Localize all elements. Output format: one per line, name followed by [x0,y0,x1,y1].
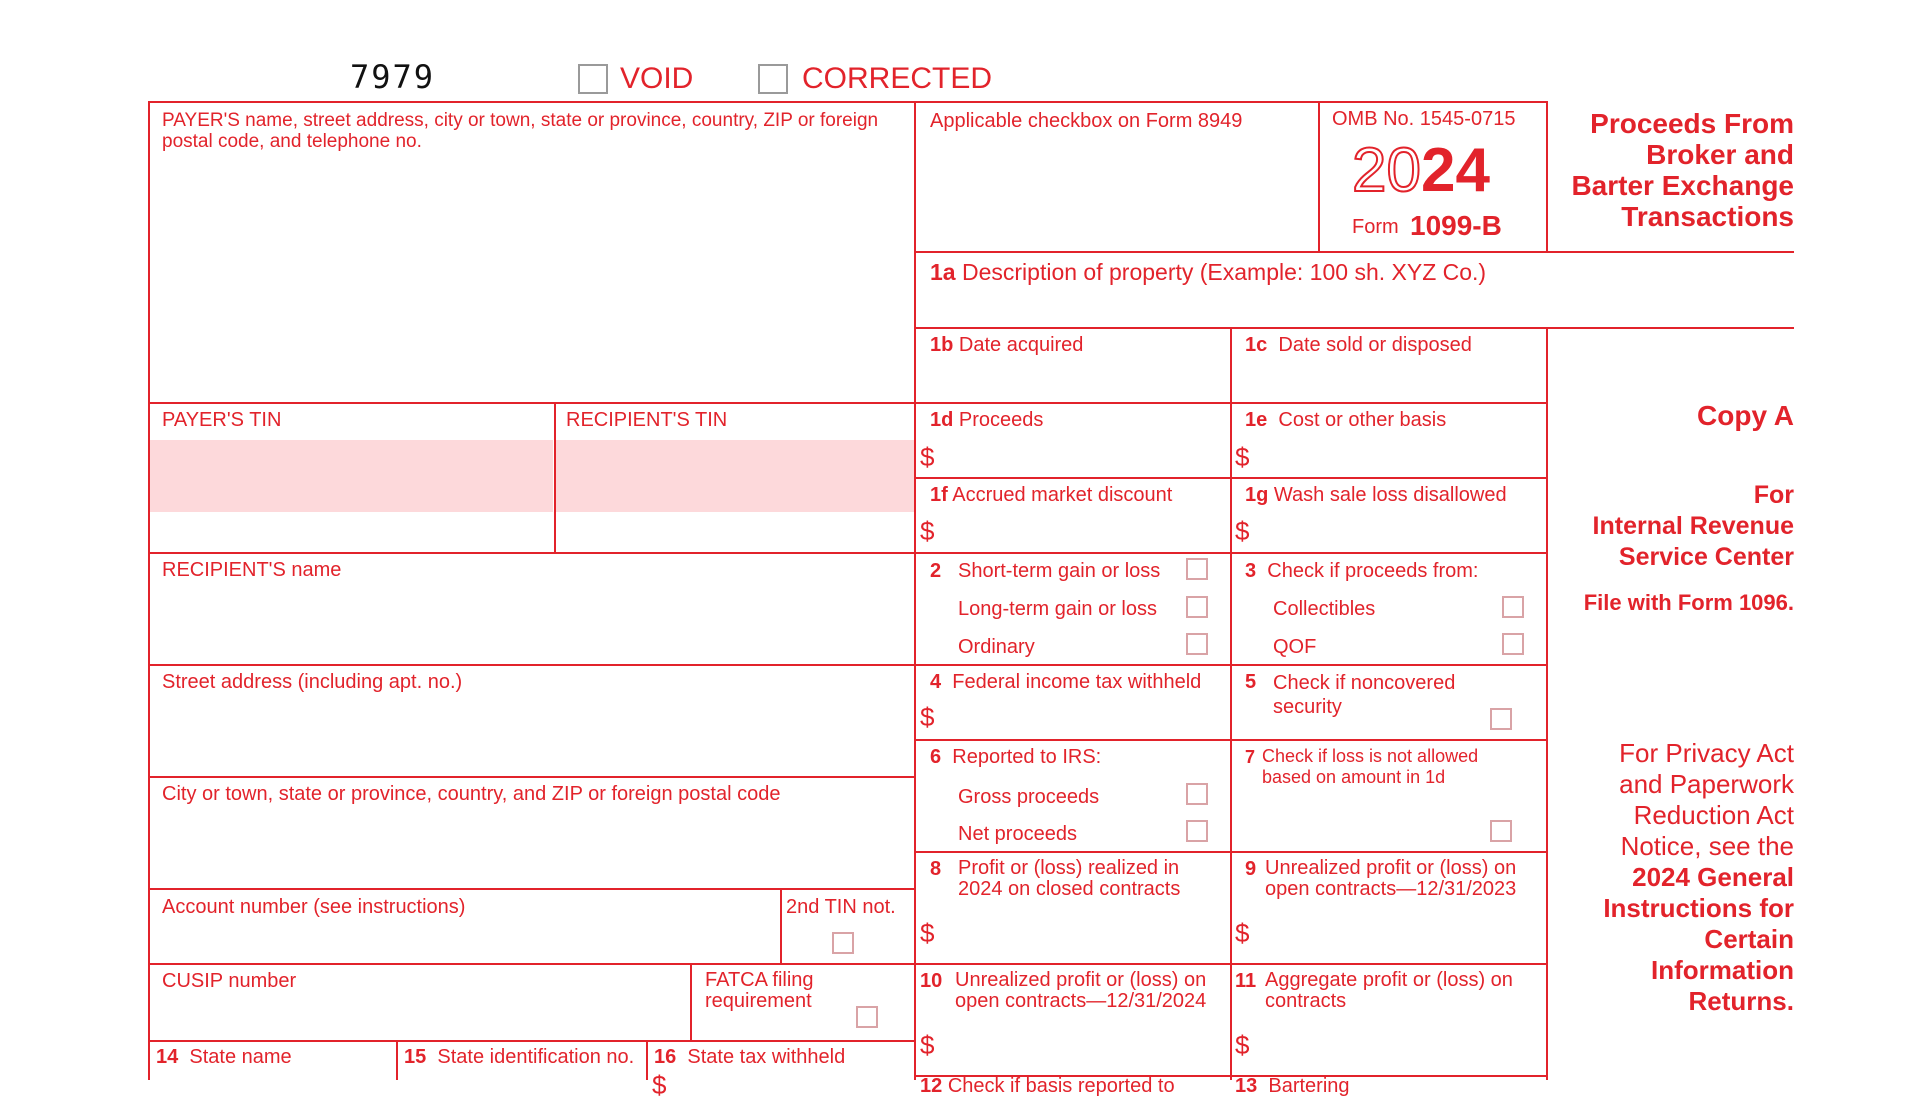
grid-line [914,552,1548,554]
form-title-line: Proceeds From [1590,108,1794,139]
instructions-block [1534,862,1794,1017]
grid-line [148,776,914,778]
box-9-num [1245,858,1256,880]
box-num: 7 [1245,747,1256,767]
copy-a-label: Copy A [1697,400,1794,431]
grid-line [148,664,914,666]
grid-line [1318,101,1320,251]
box-num: 1d [930,409,954,431]
box-7-num [1245,746,1255,768]
box-10-num [920,970,942,992]
second-tin-checkbox[interactable] [832,932,854,954]
box-num: 13 [1235,1075,1258,1097]
payer-tin-field[interactable] [150,440,553,512]
box-1b-label [930,334,1083,356]
omb-label: OMB No. 1545-0715 [1332,108,1516,130]
grid-line [914,402,1548,404]
grid-line [646,1040,648,1080]
box-num: 16 [654,1046,677,1068]
grid-line [914,963,1548,965]
box-text: Bartering [1268,1075,1350,1097]
box-text: Wash sale loss disallowed [1273,484,1507,506]
box-11-label: Aggregate profit or (loss) on contracts [1265,969,1513,1012]
box-15-label [404,1046,634,1068]
box-text: Cost or other basis [1278,409,1447,431]
instructions-line: Certain [1704,924,1794,954]
box-text: State identification no. [437,1046,635,1068]
noncovered-checkbox[interactable] [1490,708,1512,730]
dollar-sign: $ [652,1070,667,1100]
box-3-collectibles-label: Collectibles [1273,598,1376,620]
applicable-checkbox-label: Applicable checkbox on Form 8949 [930,110,1243,132]
grid-line [690,963,692,1040]
recipient-tin-field[interactable] [556,440,914,512]
dollar-sign: $ [920,1030,935,1060]
tax-year-bold: 24 [1420,136,1490,205]
box-num: 1f [930,484,948,506]
city-label: City or town, state or province, country, and ZIP or foreign postal code [162,783,781,805]
box-num: 1c [1245,334,1268,356]
box-num: 4 [930,671,942,693]
box-num: 10 [920,970,943,992]
box-text: Accrued market discount [952,484,1173,506]
box-11-num [1235,970,1256,992]
form-id: 1099-B [1410,210,1502,241]
fatca-label: FATCA filing requirement [705,969,814,1012]
irs-line: Internal Revenue [1592,512,1794,540]
grid-line [914,664,1548,666]
box-3-qof-label: QOF [1273,636,1317,658]
box-4-label [930,671,1201,693]
grid-line [148,888,914,890]
box-8-num [930,858,941,880]
tax-year-outline: 20 [1352,136,1421,205]
grid-line [914,851,1548,853]
grid-line [914,327,1794,329]
box-1a-field[interactable] [916,290,1792,326]
form-title-line: Transactions [1621,201,1794,232]
grid-line [148,552,914,554]
box-text: State tax withheld [687,1046,846,1068]
box-num: 5 [1245,671,1257,693]
form-code: 7979 [350,58,436,96]
box-14-label [156,1046,292,1068]
box-text: State name [189,1046,292,1068]
dollar-sign: $ [1235,918,1250,948]
box-8-label: Profit or (loss) realized in 2024 on closed contracts [958,857,1181,900]
box-16-label [654,1046,845,1068]
grid-line [554,402,556,552]
box-2-num [930,560,941,582]
short-term-checkbox[interactable] [1186,558,1208,580]
dollar-sign: $ [920,516,935,546]
payer-label: PAYER'S name, street address, city or town, state or province, country, ZIP or foreign postal code, and telephone no. [162,110,879,152]
box-num: 6 [930,746,942,768]
loss-not-allowed-checkbox[interactable] [1490,820,1512,842]
box-2-long-label: Long-term gain or loss [958,598,1157,620]
recipient-name-field[interactable] [150,584,912,662]
grid-line [1230,327,1232,1080]
box-6-label [930,746,1101,768]
box-1e-label [1245,409,1446,431]
instructions-line: 2024 General [1632,862,1794,892]
account-number-field[interactable] [150,921,778,961]
gross-proceeds-checkbox[interactable] [1186,783,1208,805]
recipient-name-label: RECIPIENT'S name [162,559,342,581]
box-text: Date acquired [958,334,1084,356]
box-12-label [920,1075,1175,1097]
grid-line [396,1040,398,1080]
box-3-label [1245,560,1478,582]
long-term-checkbox[interactable] [1186,596,1208,618]
box-text: Reported to IRS: [952,746,1102,768]
dollar-sign: $ [920,702,935,732]
box-num: 11 [1235,970,1257,992]
dollar-sign: $ [1235,442,1250,472]
box-text: Date sold or disposed [1278,334,1472,356]
box-text: Federal income tax withheld [952,671,1202,693]
corrected-label: CORRECTED [802,62,993,95]
form-title [1534,108,1794,232]
box-5-num [1245,671,1256,693]
irs-center-block [1534,480,1794,573]
privacy-block [1534,738,1794,862]
box-text: Check if basis reported to [947,1075,1175,1097]
qof-checkbox[interactable] [1502,633,1524,655]
second-tin-label: 2nd TIN not. [786,896,896,918]
irs-line: For [1753,481,1794,509]
box-text: Check if proceeds from: [1267,560,1479,582]
dollar-sign: $ [920,918,935,948]
cusip-field[interactable] [150,995,688,1038]
box-num: 1a [930,259,956,285]
grid-line [780,888,782,963]
box-1a-label [930,259,1486,285]
payer-tin-label: PAYER'S TIN [162,409,282,431]
form-title-line: Broker and [1646,139,1794,170]
ordinary-checkbox[interactable] [1186,633,1208,655]
cusip-label: CUSIP number [162,970,297,992]
void-label: VOID [620,62,694,95]
box-num: 1b [930,334,954,356]
fatca-checkbox[interactable] [856,1006,878,1028]
dollar-sign: $ [920,442,935,472]
box-num: 9 [1245,858,1257,880]
box-7-label: Check if loss is not allowed based on amount in 1d [1262,746,1479,787]
box-2-short-label: Short-term gain or loss [958,560,1161,582]
box-2-ordinary-label: Ordinary [958,636,1035,658]
privacy-line: and Paperwork [1619,769,1794,799]
box-num: 15 [404,1046,427,1068]
corrected-checkbox[interactable] [758,64,788,94]
dollar-sign: $ [1235,516,1250,546]
box-num: 14 [156,1046,179,1068]
grid-line [148,963,914,965]
file-with-label: File with Form 1096. [1583,590,1794,615]
privacy-line: For Privacy Act [1619,738,1794,768]
account-number-label: Account number (see instructions) [162,896,466,918]
dollar-sign: $ [1235,1030,1250,1060]
grid-line [914,739,1548,741]
grid-line [914,101,916,1080]
box-9-label: Unrealized profit or (loss) on open contracts—12/31/2023 [1265,857,1517,900]
box-text: Description of property (Example: 100 sh. XYZ Co.) [961,259,1487,285]
grid-line [914,477,1548,479]
box-1f-label [930,484,1172,506]
instructions-line: Returns. [1688,986,1794,1016]
box-10-label: Unrealized profit or (loss) on open contracts—12/31/2024 [955,969,1207,1012]
box-num: 8 [930,858,942,880]
box-1c-label [1245,334,1472,356]
instructions-line: Instructions for [1603,893,1794,923]
box-13-label [1235,1075,1350,1097]
privacy-line: Reduction Act [1633,800,1794,830]
grid-line [148,402,914,404]
box-text: Proceeds [958,409,1044,431]
street-address-label: Street address (including apt. no.) [162,671,463,693]
box-num: 2 [930,560,942,582]
box-1g-label [1245,484,1507,506]
box-1d-label [930,409,1043,431]
form-word: Form [1352,216,1399,238]
grid-line [148,1040,914,1042]
privacy-line: Notice, see the [1620,831,1794,861]
irs-line: Service Center [1618,543,1794,571]
grid-line [914,251,1794,253]
box-num: 12 [920,1075,943,1097]
void-checkbox[interactable] [578,64,608,94]
tax-year [1352,138,1490,204]
recipient-tin-label: RECIPIENT'S TIN [566,409,728,431]
collectibles-checkbox[interactable] [1502,596,1524,618]
box-6-net-label: Net proceeds [958,823,1077,845]
net-proceeds-checkbox[interactable] [1186,820,1208,842]
box-5-label: Check if noncovered security [1273,672,1456,718]
payer-field[interactable] [150,160,912,400]
street-address-field[interactable] [150,696,912,774]
city-field[interactable] [150,808,912,886]
grid-line [148,101,1548,103]
box-num: 1e [1245,409,1268,431]
box-num: 1g [1245,484,1269,506]
box-6-gross-label: Gross proceeds [958,786,1100,808]
form-title-line: Barter Exchange [1571,170,1794,201]
instructions-line: Information [1651,955,1794,985]
box-num: 3 [1245,560,1257,582]
